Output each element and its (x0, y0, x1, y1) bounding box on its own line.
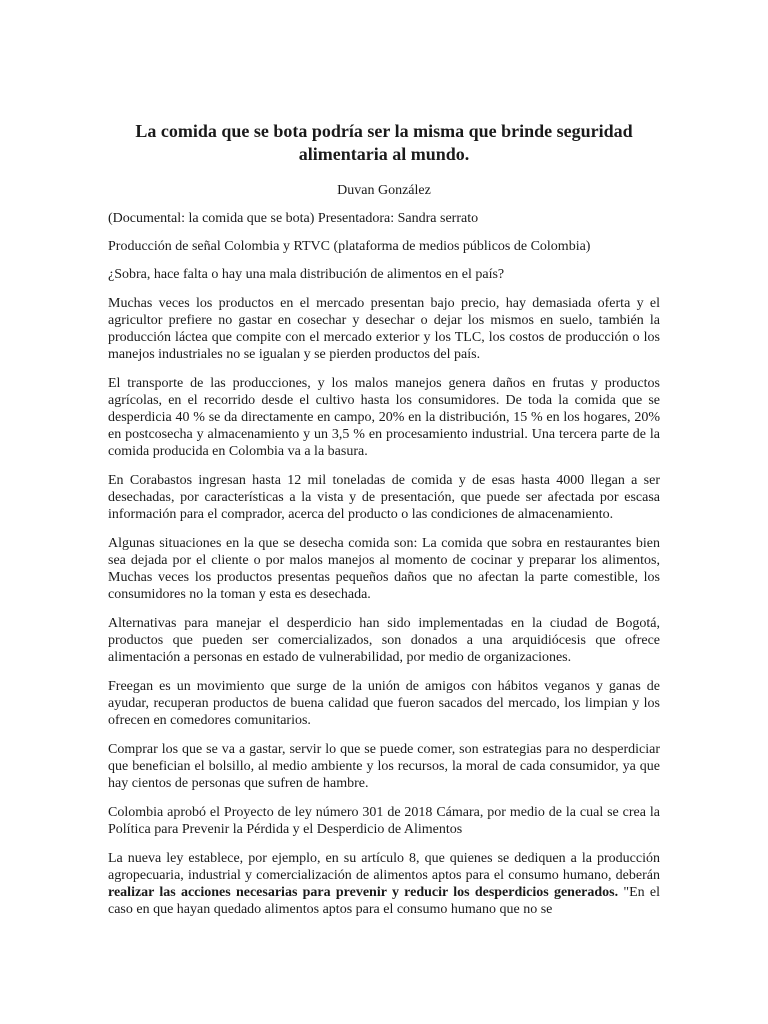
document-title: La comida que se bota podría ser la misma que brinde seguridad alimentaria al mundo. (135, 121, 633, 164)
law-text-intro: La nueva ley establece, por ejemplo, en su artículo 8, que quienes se dediquen a la producción agropecuaria, industrial y comercialización de alimentos aptos para el consumo humano, deberán (108, 851, 660, 883)
documentary-credit: (Documental: la comida que se bota) Presentadora: Sandra serrato (108, 211, 479, 226)
law-paragraph (108, 850, 660, 918)
body-paragraph: Colombia aprobó el Proyecto de ley número 301 de 2018 Cámara, por medio de la cual se crea la Política para Prevenir la Pérdida y el Desperdicio de Alimentos (108, 805, 660, 837)
production-credit: Producción de señal Colombia y RTVC (plataforma de medios públicos de Colombia) (108, 239, 591, 254)
body-paragraph: Freegan es un movimiento que surge de la unión de amigos con hábitos veganos y ganas de ayudar, recuperan productos de buena calidad que fueron sacados del mercado, los limpian y los ofrecen en comedores comunitarios. (108, 679, 660, 728)
body-paragraph: Comprar los que se va a gastar, servir lo que se puede comer, son estrategias para no desperdiciar que benefician el bolsillo, al medio ambiente y los recursos, la moral de cada consumidor, ya que hay cientos de personas que sufren de hambre. (108, 742, 660, 791)
body-paragraph: En Corabastos ingresan hasta 12 mil toneladas de comida y de esas hasta 4000 llegan a ser desechadas, por características a la vista y de presentación, que puede ser afectada por escasa información para el comprador, acerca del producto o las condiciones de almacenamiento. (108, 473, 660, 522)
author-name: Duvan González (337, 183, 431, 198)
body-paragraph: El transporte de las producciones, y los malos manejos genera daños en frutas y productos agrícolas, en el recorrido desde el cultivo hasta los consumidores. De toda la comida que se desperdicia 40 % se da directamente en campo, 20% en la distribución, 15 % en los hogares, 20% en postcosecha y almacenamiento y un 3,5 % en procesamiento industrial. Una tercera parte de la comida producida en Colombia va a la basura. (108, 376, 660, 459)
law-text-emphasis: realizar las acciones necesarias para prevenir y reducir los desperdicios generados. (108, 885, 619, 900)
law-text-continuation: "En el caso en que hayan quedado alimentos aptos para el consumo humano que no se (108, 885, 660, 917)
guiding-question: ¿Sobra, hace falta o hay una mala distribución de alimentos en el país? (108, 267, 505, 282)
body-paragraph: Algunas situaciones en la que se desecha comida son: La comida que sobra en restaurantes bien sea dejada por el cliente o por malos manejos al momento de cocinar y preparar los alimentos, Muchas veces los productos presentas pequeños daños que no afectan la parte comestible, los consumidores no la toman y esta es desechada. (108, 536, 660, 602)
body-paragraph: Muchas veces los productos en el mercado presentan bajo precio, hay demasiada oferta y el agricultor prefiere no gastar en cosechar y desechar o dejar los mismos en suelo, también la producción láctea que compite con el mercado exterior y los TLC, los costos de producción o los manejos industriales no se igualan y se pierden productos del país. (108, 296, 660, 362)
body-paragraph: Alternativas para manejar el desperdicio han sido implementadas en la ciudad de Bogotá, productos que pueden ser comercializados, son donados a una arquidiócesis que ofrece alimentación a personas en estado de vulnerabilidad, por medio de organizaciones. (108, 616, 660, 665)
